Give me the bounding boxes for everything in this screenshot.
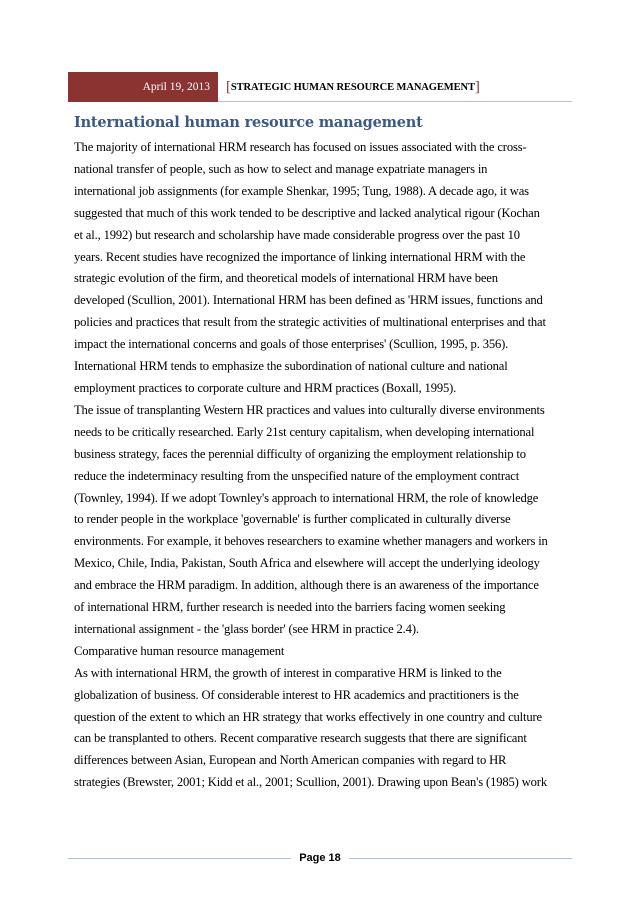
text-line: national transfer of people, such as how to select and manage expatriate managers in (74, 161, 488, 176)
text-line: suggested that much of this work tended to be descriptive and lacked analytical rigour (Kochan (74, 205, 540, 220)
subheading-line: Comparative human resource management (74, 643, 285, 658)
text-line: impact the international concerns and goals of those enterprises' (Scullion, 1995, p. 356). (74, 337, 509, 352)
text-line: business strategy, faces the perennial difficulty of organizing the employment relationship to (74, 446, 526, 461)
text-line: employment practices to corporate culture and HRM practices (Boxall, 1995). (74, 380, 457, 395)
text-line: to render people in the workplace 'governable' is further complicated in culturally diverse (74, 512, 511, 527)
header-title-block (226, 72, 480, 102)
footer-rule-right (349, 858, 572, 859)
text-line: The majority of international HRM research has focused on issues associated with the cross- (74, 140, 527, 154)
text-line: As with international HRM, the growth of interest in comparative HRM is linked to the (74, 665, 502, 680)
text-line: Mexico, Chile, India, Pakistan, South Africa and elsewhere will accept the underlying ideology (74, 556, 540, 571)
text-line: needs to be critically researched. Early 21st century capitalism, when developing international (74, 424, 535, 439)
text-line: reduce the indeterminacy resulting from the unspecified nature of the employment contract (74, 468, 520, 483)
text-line: policies and practices that result from the strategic activities of multinational enterprises and that (74, 315, 546, 330)
page-header (68, 72, 572, 102)
text-line: International HRM tends to emphasize the subordination of national culture and national (74, 359, 508, 374)
text-line: strategic evolution of the firm, and theoretical models of international HRM have been (74, 271, 498, 286)
text-line: international job assignments (for example Shenkar, 1995; Tung, 1988). A decade ago, it was (74, 183, 529, 198)
page-footer (68, 851, 572, 865)
text-line: question of the extent to which an HR strategy that works effectively in one country and culture (74, 709, 542, 724)
footer-rule-left (68, 858, 291, 859)
text-line: of international HRM, further research is needed into the barriers facing women seeking (74, 600, 506, 615)
header-date: April 19, 2013 (68, 72, 218, 102)
body-text (74, 137, 566, 794)
page-number: Page 18 (299, 852, 341, 864)
text-line: and embrace the HRM paradigm. In addition, although there is an awareness of the importance (74, 578, 539, 593)
text-line: strategies (Brewster, 2001; Kidd et al., 2001; Scullion, 2001). Drawing upon Bean's (1985) work (74, 775, 547, 790)
header-title: STRATEGIC HUMAN RESOURCE MANAGEMENT (230, 81, 475, 93)
header-bracket-open: [ (226, 78, 231, 95)
text-line: et al., 1992) but research and scholarship have made considerable progress over the past 10 (74, 227, 520, 242)
header-divider (218, 101, 572, 102)
text-line: globalization of business. Of considerable interest to HR academics and practitioners is the (74, 687, 519, 702)
text-line: developed (Scullion, 2001). International HRM has been defined as 'HRM issues, functions and (74, 293, 543, 308)
text-line: The issue of transplanting Western HR practices and values into culturally diverse environments (74, 402, 545, 417)
text-line: international assignment - the 'glass border' (see HRM in practice 2.4). (74, 621, 419, 636)
text-line: can be transplanted to others. Recent comparative research suggests that there are significant (74, 731, 527, 746)
text-line: years. Recent studies have recognized the importance of linking international HRM with the (74, 249, 526, 264)
text-line: differences between Asian, European and North American companies with regard to HR (74, 753, 507, 768)
section-title: International human resource management (74, 114, 423, 131)
text-line: environments. For example, it behoves researchers to examine whether managers and workers in (74, 534, 548, 549)
header-bracket-close: ] (474, 78, 480, 95)
text-line: (Townley, 1994). If we adopt Townley's approach to international HRM, the role of knowledge (74, 490, 539, 505)
